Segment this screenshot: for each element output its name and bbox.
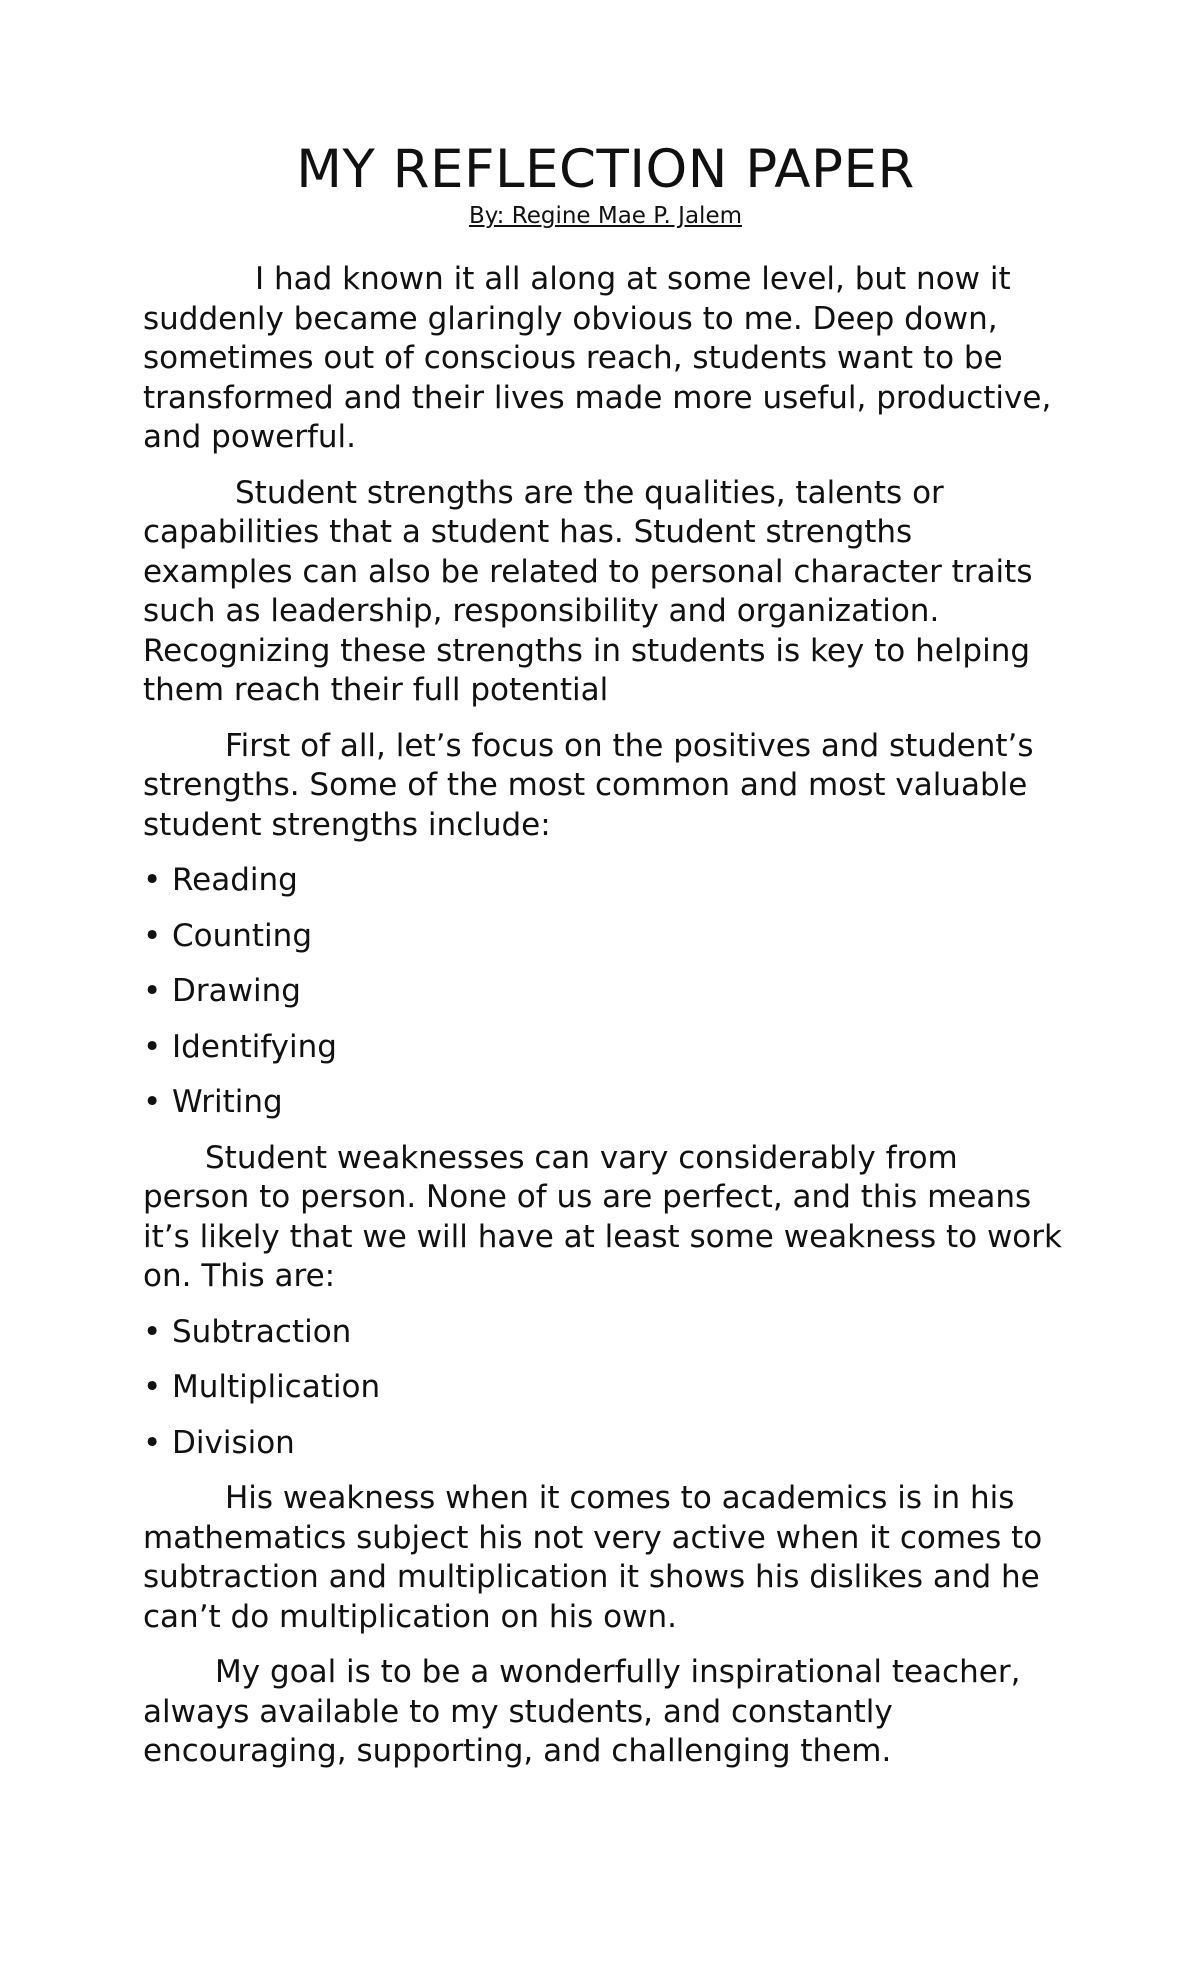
paragraph-goal: My goal is to be a wonderfully inspirational teacher, always available to my students, and constantly encouraging, supporting, and challenging them.: [143, 1654, 1021, 1769]
list-item: • Identifying: [143, 1028, 1068, 1068]
list-item: • Multiplication: [143, 1368, 1068, 1408]
list-item: • Counting: [143, 917, 1068, 957]
author-name: By: Regine Mae P. Jalem: [468, 203, 743, 229]
paragraph-weaknesses-intro: Student weaknesses can vary considerably from person to person. None of us are perfect, and this means it’s likely that we will have at least some weakness to work on. This are:: [143, 1139, 1062, 1294]
list-item: • Subtraction: [143, 1313, 1068, 1353]
list-item: • Reading: [143, 861, 1068, 901]
paragraph-strengths-intro: First of all, let’s focus on the positives and student’s strengths. Some of the most common and most valuable student strengths include:: [143, 727, 1034, 843]
list-item: • Writing: [143, 1083, 1068, 1123]
weaknesses-list: [143, 1313, 1068, 1464]
paragraph-academic-weakness: His weakness when it comes to academics is in his mathematics subject his not very active when it comes to subtraction and multiplication it shows his dislikes and he can’t do multiplication on his own.: [143, 1480, 1043, 1635]
strengths-list: [143, 861, 1068, 1123]
list-item: • Drawing: [143, 972, 1068, 1012]
paragraph-intro: I had known it all along at some level, but now it suddenly became glaringly obvious to me. Deep down, sometimes out of conscious reach, students want to be transformed and their lives made more useful, productive, and powerful.: [143, 261, 1052, 455]
author-byline: [143, 202, 1068, 230]
page-title: MY REFLECTION PAPER: [296, 139, 915, 200]
paragraph-strengths-definition: Student strengths are the qualities, talents or capabilities that a student has. Student strengths examples can also be related to personal character traits such as leadership, responsibility and organization. Recognizing these strengths in students is key to helping them reach their full potential: [143, 474, 1033, 708]
list-item: • Division: [143, 1424, 1068, 1464]
